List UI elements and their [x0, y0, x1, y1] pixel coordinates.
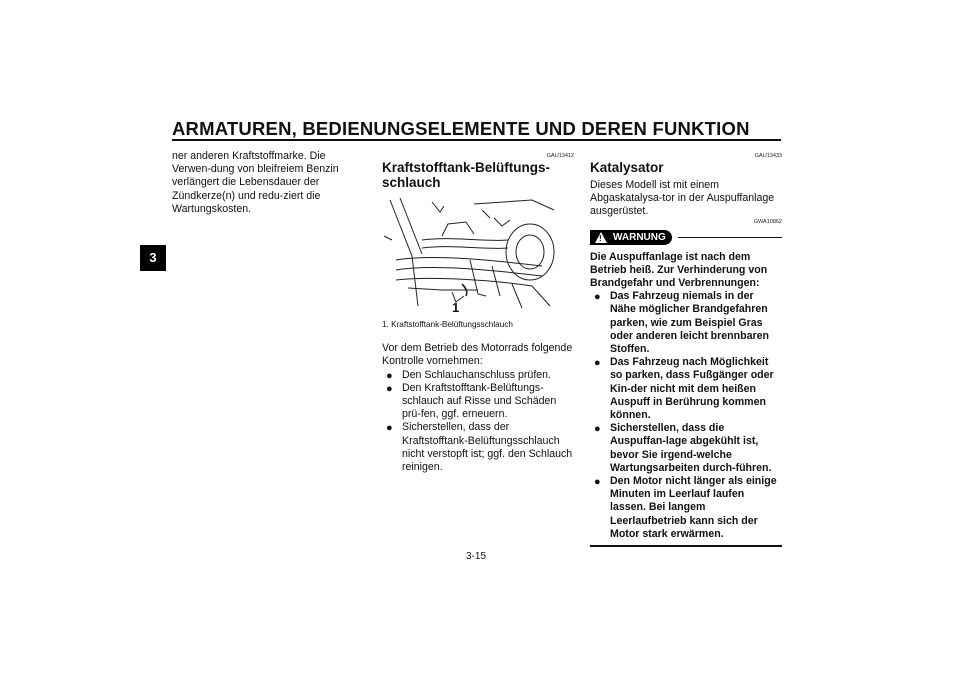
- list-item: ● Das Fahrzeug niemals in der Nähe möglicher Brandgefahren parken, wie zum Beispiel Gras oder anderen leicht brennbaren Stoffen.: [594, 290, 769, 356]
- list-item: ● Sicherstellen, dass der Kraftstofftank-Belüftungsschlauch nicht verstopft ist; ggf. den Schlauch reinigen.: [386, 421, 573, 474]
- column-3: [590, 153, 782, 547]
- warning-header: [590, 230, 782, 245]
- warning-list: [590, 290, 782, 541]
- vent-hose-figure: [382, 196, 562, 314]
- warning-end-rule: [590, 545, 782, 547]
- bullet-dot-icon: ●: [594, 423, 601, 436]
- vent-hose-intro: Vor dem Betrieb des Motorrads folgende Kontrolle vornehmen:: [382, 342, 573, 368]
- header-rule: [172, 139, 781, 141]
- bullet-dot-icon: ●: [594, 291, 601, 304]
- list-item: ● Den Schlauchanschluss prüfen.: [386, 368, 551, 382]
- warning-code: GWA10862: [753, 218, 782, 225]
- column-1: [172, 150, 364, 216]
- bullet-dot-icon: ●: [386, 382, 393, 395]
- warning-badge: [590, 230, 672, 245]
- column-2: [382, 153, 574, 474]
- vent-hose-checklist: [382, 369, 574, 475]
- bullet-dot-icon: ●: [386, 369, 393, 382]
- bullet-dot-icon: ●: [594, 476, 601, 489]
- warning-intro: Die Auspuffanlage ist nach dem Betrieb heiß. Zur Verhinderung von Brandgefahr und Verbrennungen:: [590, 250, 768, 290]
- chapter-tab: 3: [140, 245, 166, 271]
- list-item: ● Sicherstellen, dass die Auspuffan-lage abgekühlt ist, bevor Sie irgend-welche Wartungsarbeiten durch-führen.: [594, 422, 772, 474]
- list-item: ● Den Motor nicht länger als einige Minuten im Leerlauf laufen lassen. Bei langem Leerlaufbetrieb kann sich der Motor stark erwärmen.: [594, 475, 777, 540]
- page-number: 3-15: [466, 551, 487, 562]
- section-title-catalyst: Katalysator: [590, 160, 664, 175]
- list-item: ● Den Kraftstofftank-Belüftungs-schlauch auf Risse und Schäden prü-fen, ggf. erneuern.: [386, 381, 557, 421]
- section-code: GAU13433: [754, 153, 782, 159]
- figure-caption: 1. Kraftstofftank-Belüftungsschlauch: [382, 320, 513, 330]
- bullet-dot-icon: ●: [386, 422, 393, 435]
- bullet-dot-icon: ●: [594, 357, 601, 370]
- continued-paragraph: ner anderen Kraftstoffmarke. Die Verwen-dung von bleifreiem Benzin verlängert die Lebensdauer der Zündkerze(n) und redu-ziert die Wartungskosten.: [172, 150, 339, 215]
- page-header-title: ARMATUREN, BEDIENUNGSELEMENTE UND DEREN FUNKTION: [172, 118, 750, 139]
- warning-body: [590, 251, 782, 547]
- section-code: GAU13412: [546, 153, 574, 159]
- catalyst-intro: Dieses Modell ist mit einem Abgaskatalysa-tor in der Auspuffanlage ausgerüstet.: [590, 179, 775, 218]
- list-item: ● Das Fahrzeug nach Möglichkeit so parken, dass Fußgänger oder Kin-der nicht mit dem heißen Auspuff in Berührung kommen können.: [594, 356, 774, 422]
- section-title-vent-hose: Kraftstofftank-Belüftungs-schlauch: [382, 160, 550, 190]
- warning-triangle-icon: !: [595, 232, 607, 243]
- warning-label: WARNUNG: [613, 231, 666, 243]
- figure-callout-1: 1: [452, 300, 460, 314]
- warning-rule: [678, 237, 782, 238]
